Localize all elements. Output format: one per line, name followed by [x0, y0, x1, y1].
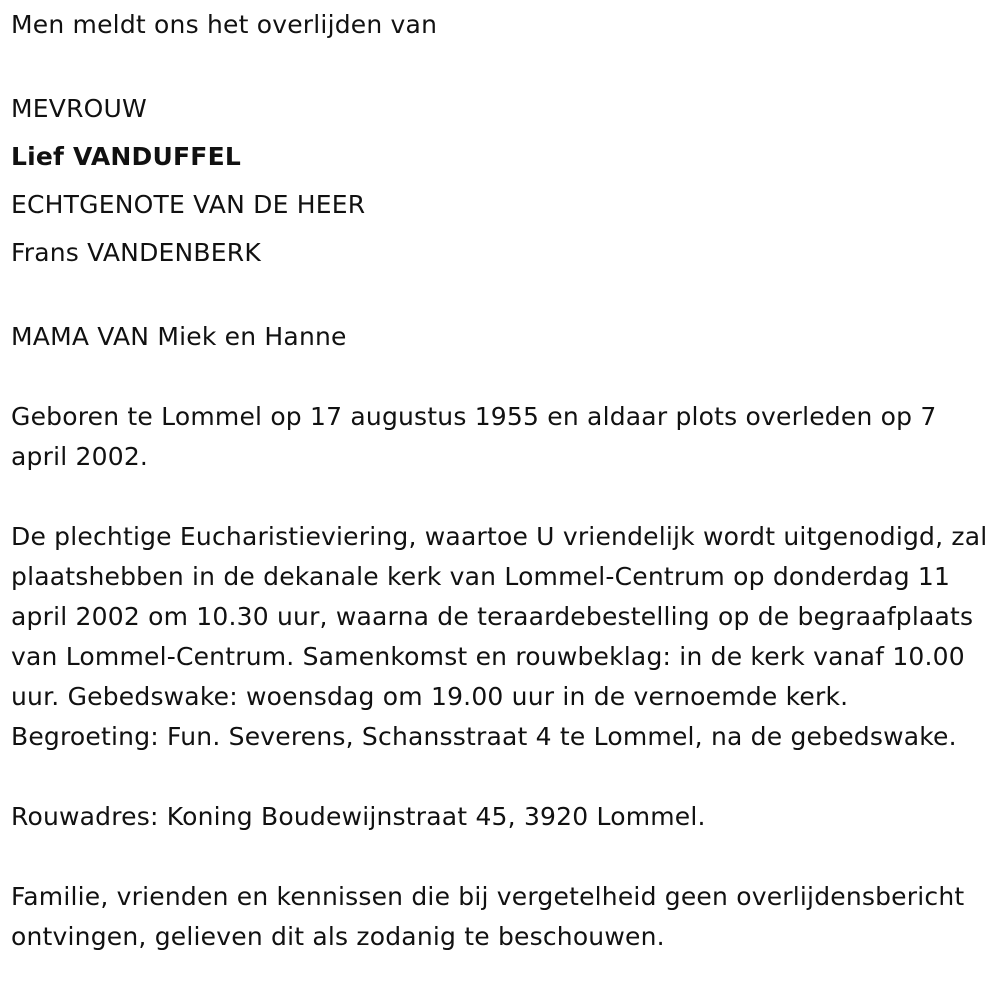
spouse-label: ECHTGENOTE VAN DE HEER — [11, 190, 366, 219]
intro-text: Men meldt ons het overlijden van — [11, 10, 438, 39]
name-block — [11, 85, 990, 277]
spacer — [11, 357, 990, 397]
ceremony-text: De plechtige Eucharistieviering, waartoe U vriendelijk wordt uitgenodigd, zal plaatshebben in de dekanale kerk van Lommel-Centrum op donderdag 11 april 2002 om 10.30 uur, waarna de teraardebestelling op de begraafplaats van Lommel-Centrum. Samenkomst en rouwbeklag: in de kerk vanaf 10.00 uur. Gebedswake: woensdag om 19.00 uur in de vernoemde kerk. Begroeting: Fun. Severens, Schansstraat 4 te Lommel, na de gebedswake. — [11, 522, 988, 751]
spacer — [11, 757, 990, 797]
spacer — [11, 477, 990, 517]
spouse-name: Frans VANDENBERK — [11, 238, 261, 267]
birth-death-text: Geboren te Lommel op 17 augustus 1955 en aldaar plots overleden op 7 april 2002. — [11, 402, 937, 471]
honorific: MEVROUW — [11, 94, 147, 123]
children-text: MAMA VAN Miek en Hanne — [11, 322, 347, 351]
address-text: Rouwadres: Koning Boudewijnstraat 45, 3920 Lommel. — [11, 802, 706, 831]
spacer — [11, 277, 990, 317]
spacer — [11, 45, 990, 85]
spacer — [11, 837, 990, 877]
deceased-name: Lief VANDUFFEL — [11, 142, 241, 171]
closing-text: Familie, vrienden en kennissen die bij vergetelheid geen overlijdensbericht ontvingen, gelieven dit als zodanig te beschouwen. — [11, 882, 965, 951]
